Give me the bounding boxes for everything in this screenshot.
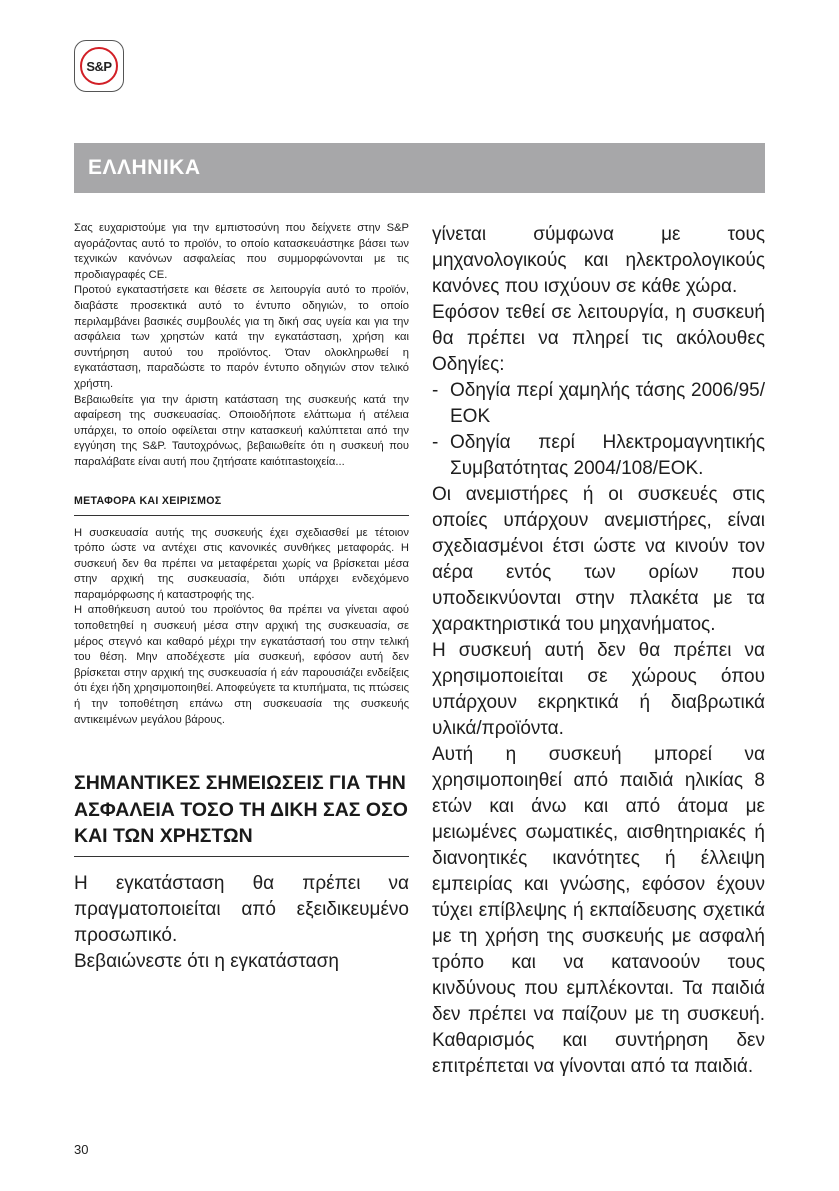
safety-paragraph: Αυτή η συσκευή μπορεί να χρησιμοποιηθεί από παιδιά ηλικίας 8 ετών και άνω και από άτομα με μειωμένες σωματικές, αισθητηριακές ή διανοητικές ικανότητες ή έλλειψη εμπειρίας και γνώσης, εφόσον έχουν τύχει επίβλεψης ή εκπαίδευσης σχετικά με τη χρήση της συσκευής με ασφαλή τρόπο και να κατανοούν τους κινδύνους που εμπλέκονται. Τα παιδιά δεν πρέπει να παίζουν με τη συσκευή. Καθαρισμός και συντήρηση δεν επιτρέπεται να γίνονται από τα παιδιά. [432, 744, 765, 1077]
intro-paragraph: Βεβαιωθείτε για την άριστη κατάσταση της συσκευής κατά την αφαίρεση της συσκευασίας. Οποιοδήποτε ελάττωμα ή ατέλεια υπάρχει, το οποίο οφείλεται στην κατασκευή καλύπτεται από την εγγύηση της S&P. Ταυτοχρόνως, βεβαιωθείτε ότι η συσκευή που παραλάβατε είναι αυτή που ζητήσατε καιότιτastoιχεία... [74, 393, 409, 468]
logo-mark [80, 47, 118, 85]
left-column [74, 221, 409, 975]
transport-section [74, 526, 409, 729]
brand-logo [74, 40, 124, 92]
intro-paragraph: Προτού εγκαταστήσετε και θέσετε σε λειτουργία αυτό το προϊόν, διαβάστε προσεκτικά αυτό το έντυπο οδηγιών, το οποίο περιλαμβάνει βασικές συμβουλές για τη δική σας υγεία και για την ασφάλεια των χρηστών κατά την εγκατάσταση, χρήση και συντήρηση αυτού του προϊόντος. Όταν ολοκληρωθεί η εγκατάσταση, παραδώστε το παρόν έντυπο οδηγιών στον τελικό χρήστη. [74, 284, 409, 390]
directives-list [432, 378, 765, 482]
directive-item: - Οδηγία περί Ηλεκτρομαγνητικής Συμβατότητας 2004/108/ΕΟΚ. [432, 430, 765, 482]
safety-paragraph: Οι ανεμιστήρες ή οι συσκευές στις οποίες υπάρχουν ανεμιστήρες, είναι σχεδιασμένοι έτσι ώστε να κινούν τον αέρα εντός των ορίων που υποδεικνύονται στην πλακέτα με τα χαρακτηριστικά του μηχανήματος. [432, 484, 765, 635]
safety-paragraph: Η συσκευή αυτή δεν θα πρέπει να χρησιμοποιείται σε χώρους όπου υπάρχουν εκρηκτικά ή διαβρωτικά υλικά/προϊόντα. [432, 640, 765, 739]
intro-section [74, 221, 409, 471]
safety-left-text [74, 871, 409, 975]
intro-paragraph: Σας ευχαριστούμε για την εμπιστοσύνη που δείχνετε στην S&P αγοράζοντας αυτό το προϊόν, το οποίο κατασκευάστηκε βάσει των τεχνικών κανόνων ασφαλείας που συμμορφώνονται με τις προδιαγραφές CE. [74, 222, 409, 281]
language-header-text: ΕΛΛΗΝΙΚΑ [88, 156, 201, 179]
language-header [74, 143, 765, 193]
safety-paragraph: Εφόσον τεθεί σε λειτουργία, η συσκευή θα πρέπει να πληρεί τις ακόλουθες Οδηγίες: [432, 302, 765, 375]
safety-heading: ΣΗΜΑΝΤΙΚΕΣ ΣΗΜΕΙΩΣΕΙΣ ΓΙΑ ΤΗΝ ΑΣΦΑΛΕΙΑ ΤΟΣΟ ΤΗ ΔΙΚΗ ΣΑΣ ΟΣΟ ΚΑΙ ΤΩΝ ΧΡΗΣΤΩΝ [74, 770, 409, 857]
right-column [432, 222, 765, 1080]
safety-paragraph: γίνεται σύμφωνα με τους μηχανολογικούς και ηλεκτρολογικούς κανόνες που ισχύουν σε κάθε χώρα. [432, 224, 765, 297]
transport-paragraph: Η συσκευασία αυτής της συσκευής έχει σχεδιασθεί με τέτοιον τρόπο ώστε να αντέχει στις κανονικές συνθήκες μεταφοράς. Η συσκευή δεν θα πρέπει να μεταφέρεται χωρίς να βρίσκεται μέσα στην αρχική της συσκευασία, διότι υπάρχει ενδεχόμενο παραμόρφωσης ή καταστροφής της. [74, 526, 409, 601]
transport-heading: ΜΕΤΑΦΟΡΑ ΚΑΙ ΧΕΙΡΙΣΜΟΣ [74, 495, 409, 516]
transport-paragraph: Η αποθήκευση αυτού του προϊόντος θα πρέπει να γίνεται αφού τοποθετηθεί η συσκευή μέσα στην αρχική της συσκευασία, σε μέρος στεγνό και καθαρό μέχρι την εγκατάστασή του στην τελική του θέση. Μην αποδέχεστε μία συσκευή, εφόσον αυτή δεν βρίσκεται στην αρχική της συσκευασία ή εάν παρουσιάζει ενδείξεις ότι έχει ήδη χρησιμοποιηθεί. Αποφεύγετε τα κτυπήματα, τις πτώσεις ή την τοποθέτηση επάνω στη συσκευασία της συσκευής αντικειμένων μεγάλου βάρους. [74, 604, 409, 726]
logo-text: S&P [86, 58, 112, 74]
page-number: 30 [74, 1142, 89, 1157]
directive-item: - Οδηγία περί χαμηλής τάσης 2006/95/ΕΟΚ [432, 378, 765, 430]
safety-paragraph: Βεβαιώνεστε ότι η εγκατάσταση [74, 950, 339, 972]
safety-paragraph: Η εγκατάσταση θα πρέπει να πραγματοποιείται από εξειδικευμένο προσωπικό. [74, 872, 409, 946]
